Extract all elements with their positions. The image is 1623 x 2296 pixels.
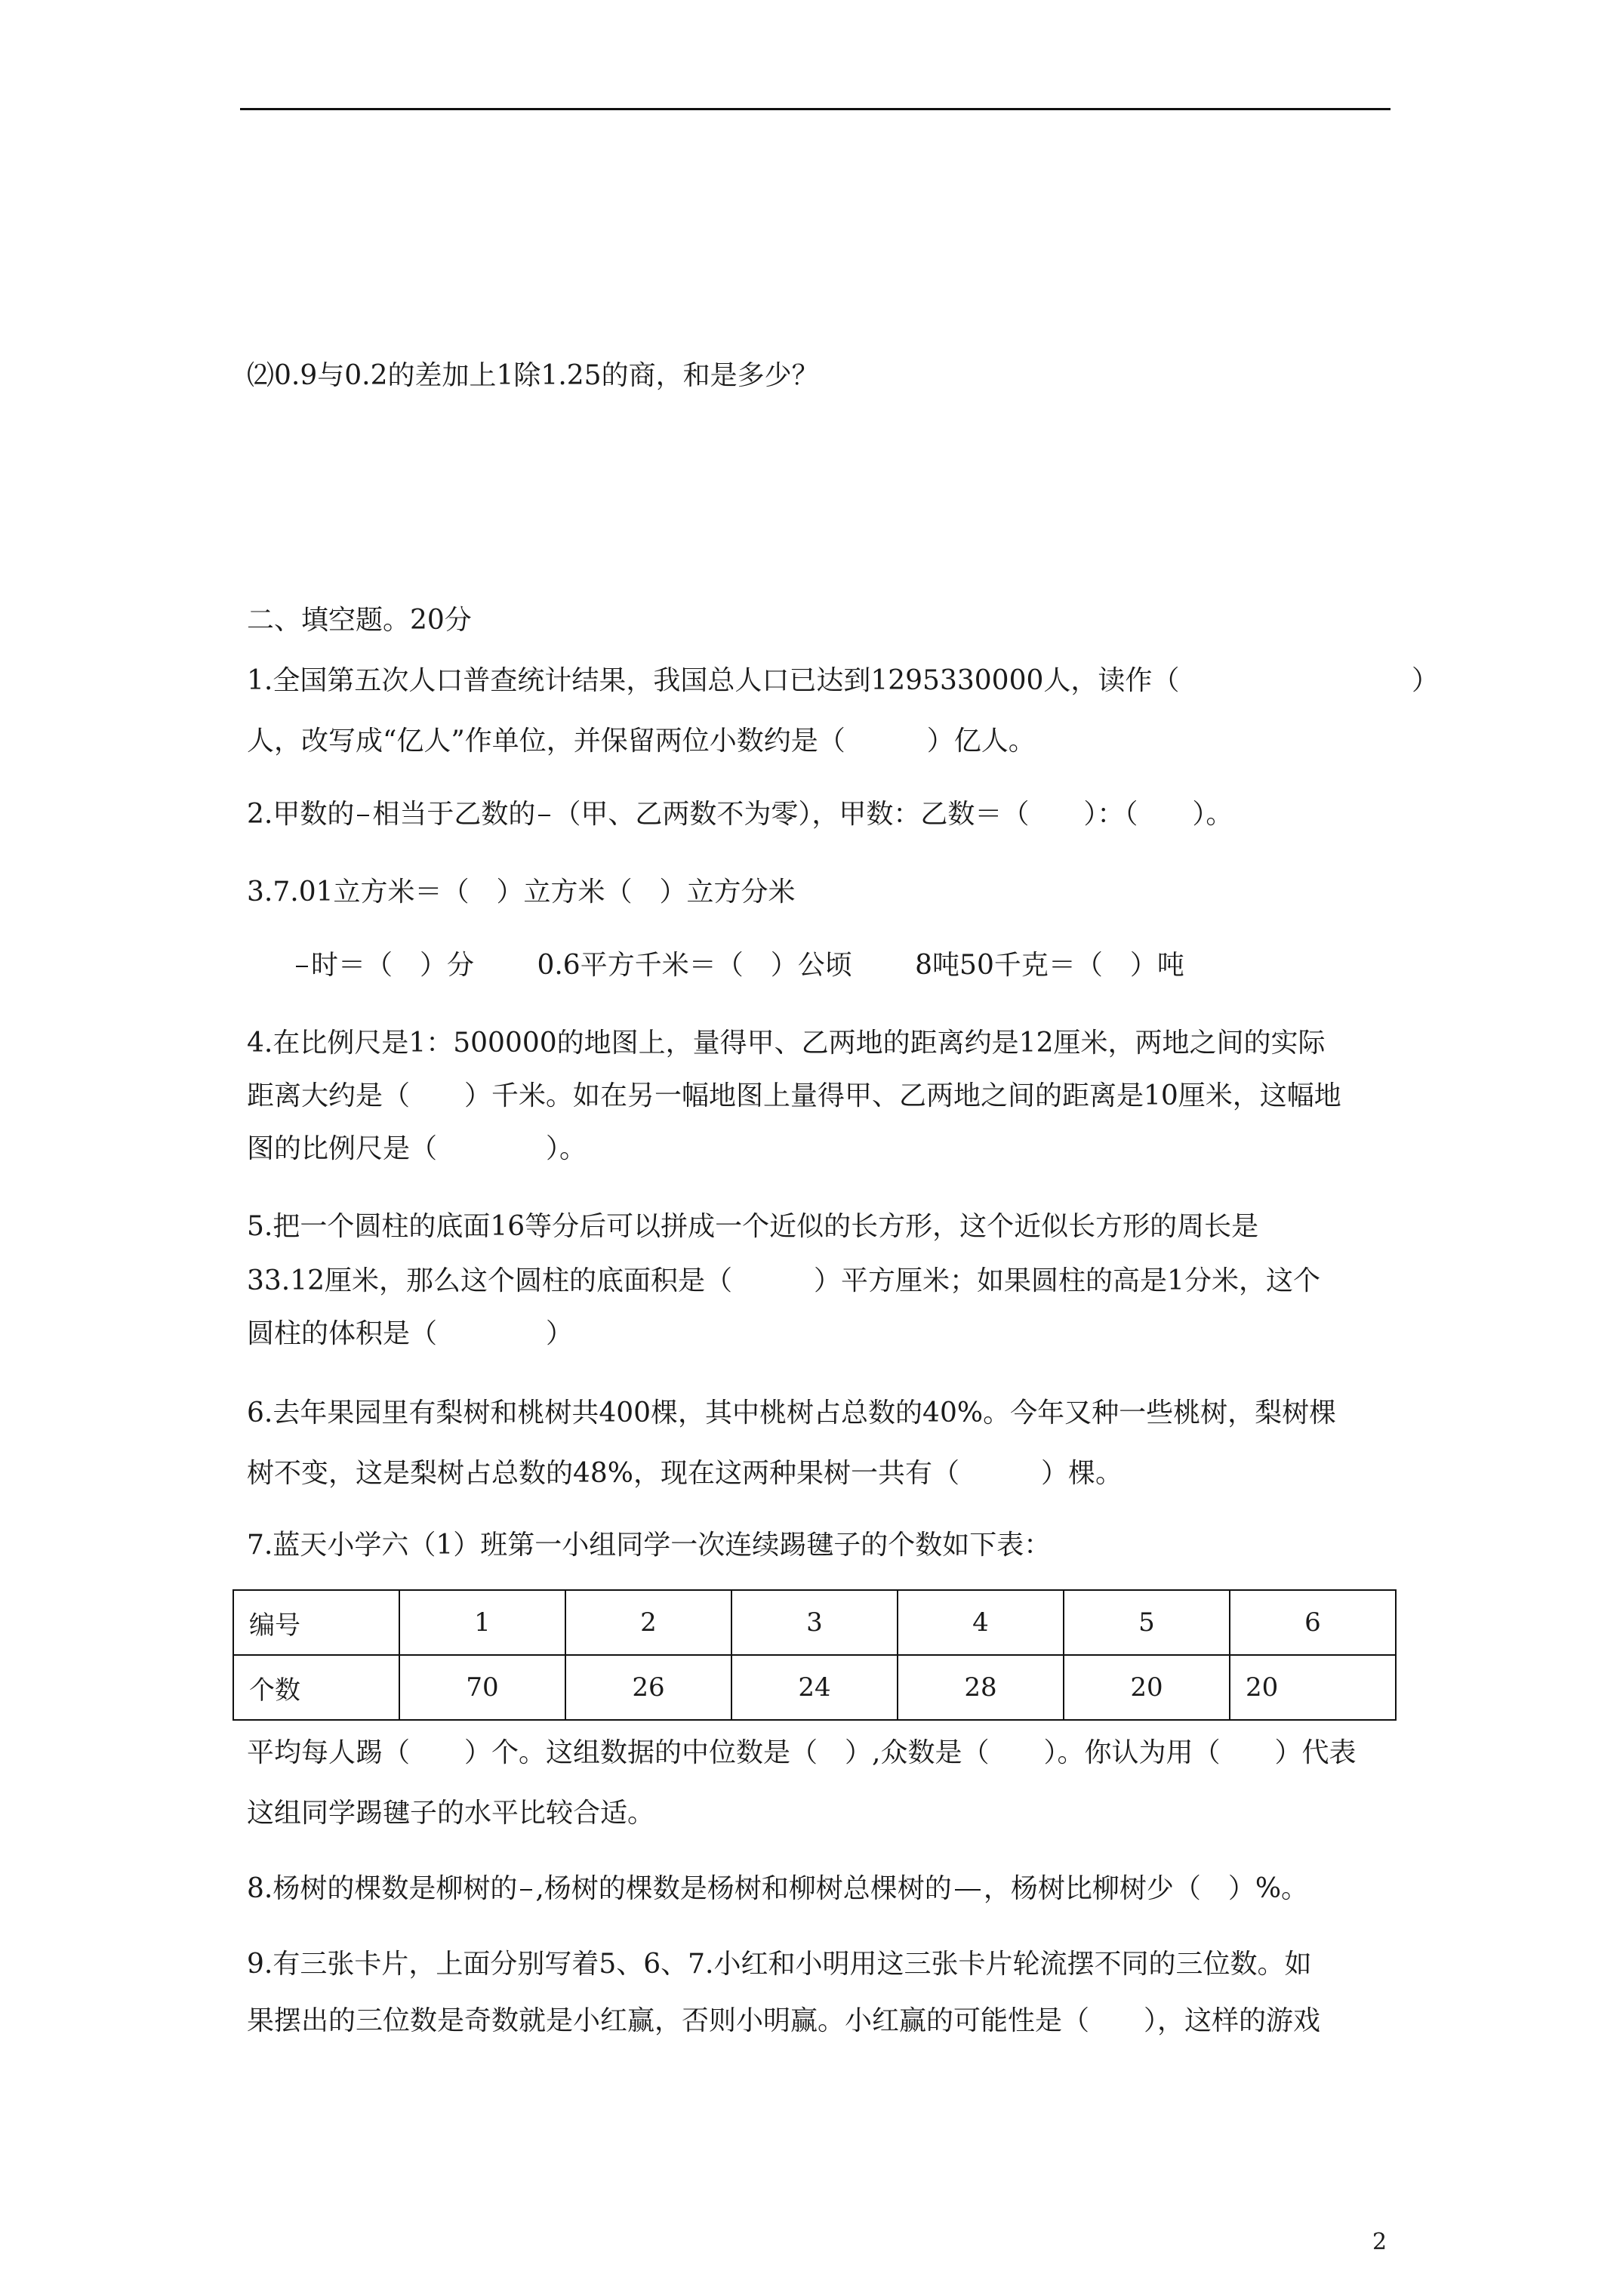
table-cell: 4	[898, 1590, 1064, 1655]
fill-8-c: ，杨树比柳树少（ ）%。	[983, 1873, 1309, 1904]
fill-9-line-2: 果摆出的三位数是奇数就是小红赢，否则小明赢。小红赢的可能性是（ ），这样的游戏	[247, 2005, 1321, 2036]
table-cell: 70	[399, 1655, 565, 1720]
fill-4-line-3: 图的比例尺是（ ）。	[247, 1133, 587, 1164]
table-cell: 1	[399, 1590, 565, 1655]
header-rule	[240, 108, 1390, 110]
table-cell: 3	[731, 1590, 898, 1655]
fraction-placeholder	[955, 1872, 981, 1891]
table-cell: 个数	[233, 1655, 399, 1720]
section-heading: 二、填空题。20分	[247, 605, 472, 636]
fill-5-line-1: 5.把一个圆柱的底面16等分后可以拼成一个近似的长方形，这个近似长方形的周长是	[247, 1211, 1259, 1242]
fill-7-intro: 7.蓝天小学六（1）班第一小组同学一次连续踢毽子的个数如下表：	[247, 1530, 1052, 1561]
fraction-placeholder	[538, 798, 550, 816]
fill-8	[247, 1872, 1308, 1906]
fill-3-line-1: 3.7.01立方米＝（ ）立方米（ ）立方分米	[247, 877, 796, 908]
fill-8-b: ,杨树的棵数是杨树和柳树总棵树的	[535, 1873, 952, 1904]
fill-3-line-2-text: 时＝（ ）分 0.6平方千米＝（ ）公顷 8吨50千克＝（ ）吨	[311, 950, 1184, 981]
fill-4-line-2: 距离大约是（ ）千米。如在另一幅地图上量得甲、乙两地之间的距离是10厘米，这幅地	[247, 1080, 1341, 1111]
fill-5-line-3: 圆柱的体积是（ ）	[247, 1318, 574, 1349]
table-cell: 2	[565, 1590, 731, 1655]
fill-5-line-2: 33.12厘米，那么这个圆柱的底面积是（ ）平方厘米；如果圆柱的高是1分米，这个	[247, 1265, 1320, 1296]
kick-count-table	[233, 1589, 1397, 1721]
fill-4-line-1: 4.在比例尺是1：500000的地图上，量得甲、乙两地的距离约是12厘米，两地之间的实际	[247, 1028, 1326, 1059]
table-cell: 6	[1230, 1590, 1396, 1655]
fill-2	[247, 798, 1233, 831]
table-cell: 24	[731, 1655, 898, 1720]
question-2: ⑵0.9与0.2的差加上1除1.25的商，和是多少？	[247, 360, 819, 391]
table-cell: 20	[1230, 1655, 1396, 1720]
fill-2-b: 相当于乙数的	[372, 799, 536, 830]
table-cell: 5	[1064, 1590, 1230, 1655]
page-number: 2	[1372, 2229, 1387, 2255]
fill-1-text: 1.全国第五次人口普查统计结果，我国总人口已达到1295330000人，读作（	[247, 665, 1180, 696]
fill-6-line-1: 6.去年果园里有梨树和桃树共400棵，其中桃树占总数的40%。今年又种一些桃树，梨树棵	[247, 1398, 1337, 1428]
fill-2-c: （甲、乙两数不为零），甲数：乙数＝（ ）：（ ）。	[553, 799, 1233, 830]
table-cell: 28	[898, 1655, 1064, 1720]
table-cell: 20	[1064, 1655, 1230, 1720]
table-cell: 26	[565, 1655, 731, 1720]
fill-8-a: 8.杨树的棵数是柳树的	[247, 1873, 518, 1904]
table-row	[233, 1590, 1396, 1655]
table-row	[233, 1655, 1396, 1720]
fraction-placeholder	[520, 1872, 532, 1891]
fill-1-line-2: 人，改写成“亿人”作单位，并保留两位小数约是（ ）亿人。	[247, 726, 1036, 757]
fraction-placeholder	[296, 949, 308, 967]
fill-1-line-1	[247, 664, 1440, 698]
table-cell: 编号	[233, 1590, 399, 1655]
fill-2-a: 2.甲数的	[247, 799, 355, 830]
fill-3-line-2	[293, 949, 1184, 982]
fill-9-line-1: 9.有三张卡片，上面分别写着5、6、7.小红和小明用这三张卡片轮流摆不同的三位数。如	[247, 1949, 1312, 1980]
fill-1-close-paren: ）	[1412, 665, 1440, 696]
fill-6-line-2: 树不变，这是梨树占总数的48%，现在这两种果树一共有（ ）棵。	[247, 1458, 1123, 1489]
fraction-placeholder	[357, 798, 369, 816]
fill-7-line-1: 平均每人踢（ ）个。这组数据的中位数是（ ）,众数是（ ）。你认为用（ ）代表	[247, 1737, 1357, 1768]
fill-7-line-2: 这组同学踢毽子的水平比较合适。	[247, 1798, 655, 1829]
